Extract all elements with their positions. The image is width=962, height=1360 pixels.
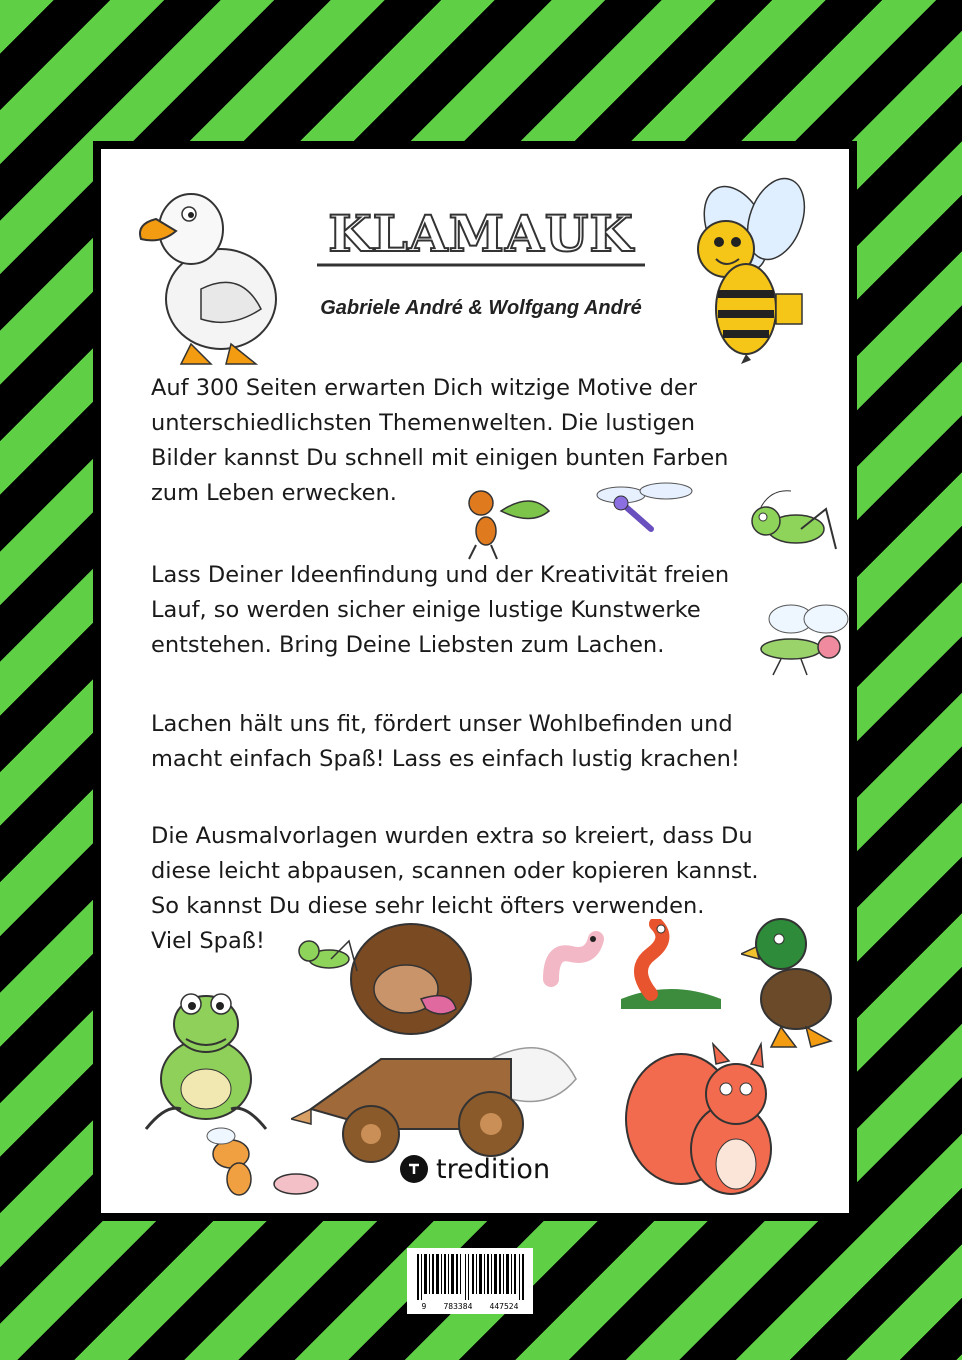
ant-icon [461, 481, 551, 561]
barcode-lead: 9 [421, 1302, 427, 1311]
barcode-digits [407, 1302, 533, 1311]
squirrel-icon [621, 1039, 791, 1209]
title-text: KLAMAUK [328, 207, 634, 263]
text-line: entstehen. Bring Deine Liebsten zum Lachen. [151, 632, 665, 658]
text-line: unterschiedlichsten Themenwelten. Die lustigen [151, 410, 695, 436]
text-line: Die Ausmalvorlagen wurden extra so kreiert, dass Du [151, 823, 753, 849]
text-line: Lass Deiner Ideenfindung und der Kreativität freien [151, 562, 730, 588]
authors: Gabriele André & Wolfgang André [320, 297, 642, 319]
barcode-left: 783384 [443, 1302, 473, 1311]
bee-icon [681, 174, 831, 364]
publisher-name: tredition [436, 1153, 551, 1185]
paragraph-3 [151, 707, 791, 777]
paragraph-2 [151, 558, 791, 663]
content-area [101, 149, 849, 1213]
text-line: Auf 300 Seiten erwarten Dich witzige Motive der [151, 375, 697, 401]
grasshopper-icon [741, 489, 841, 559]
publisher-logo [400, 1152, 550, 1186]
text-line: diese leicht abpausen, scannen oder kopieren kannst. [151, 858, 759, 884]
barcode-right: 447524 [489, 1302, 519, 1311]
text-line: Lauf, so werden sicher einige lustige Kunstwerke [151, 597, 701, 623]
duck-icon [131, 169, 281, 369]
text-line: Lachen hält uns fit, fördert unser Wohlbefinden und [151, 711, 733, 737]
text-line: Viel Spaß! [151, 928, 265, 954]
barcode [407, 1248, 533, 1314]
snake-icon [611, 919, 721, 1009]
title-logo [311, 207, 651, 271]
text-line: zum Leben erwecken. [151, 480, 397, 506]
text-line: macht einfach Spaß! Lass es einfach lustig krachen! [151, 746, 740, 772]
fly-icon [751, 599, 851, 679]
text-line: So kannst Du diese sehr leicht öfters verwenden. [151, 893, 705, 919]
content-panel [93, 141, 857, 1221]
frog-icon [136, 979, 276, 1139]
mallard-icon [741, 909, 841, 1049]
worm-icon [541, 929, 611, 989]
tredition-icon [400, 1155, 428, 1183]
text-line: Bilder kannst Du schnell mit einigen bunten Farben [151, 445, 729, 471]
dragonfly-icon [596, 477, 696, 537]
barcode-bars [407, 1250, 533, 1302]
grasshopper-small-icon [291, 929, 361, 979]
